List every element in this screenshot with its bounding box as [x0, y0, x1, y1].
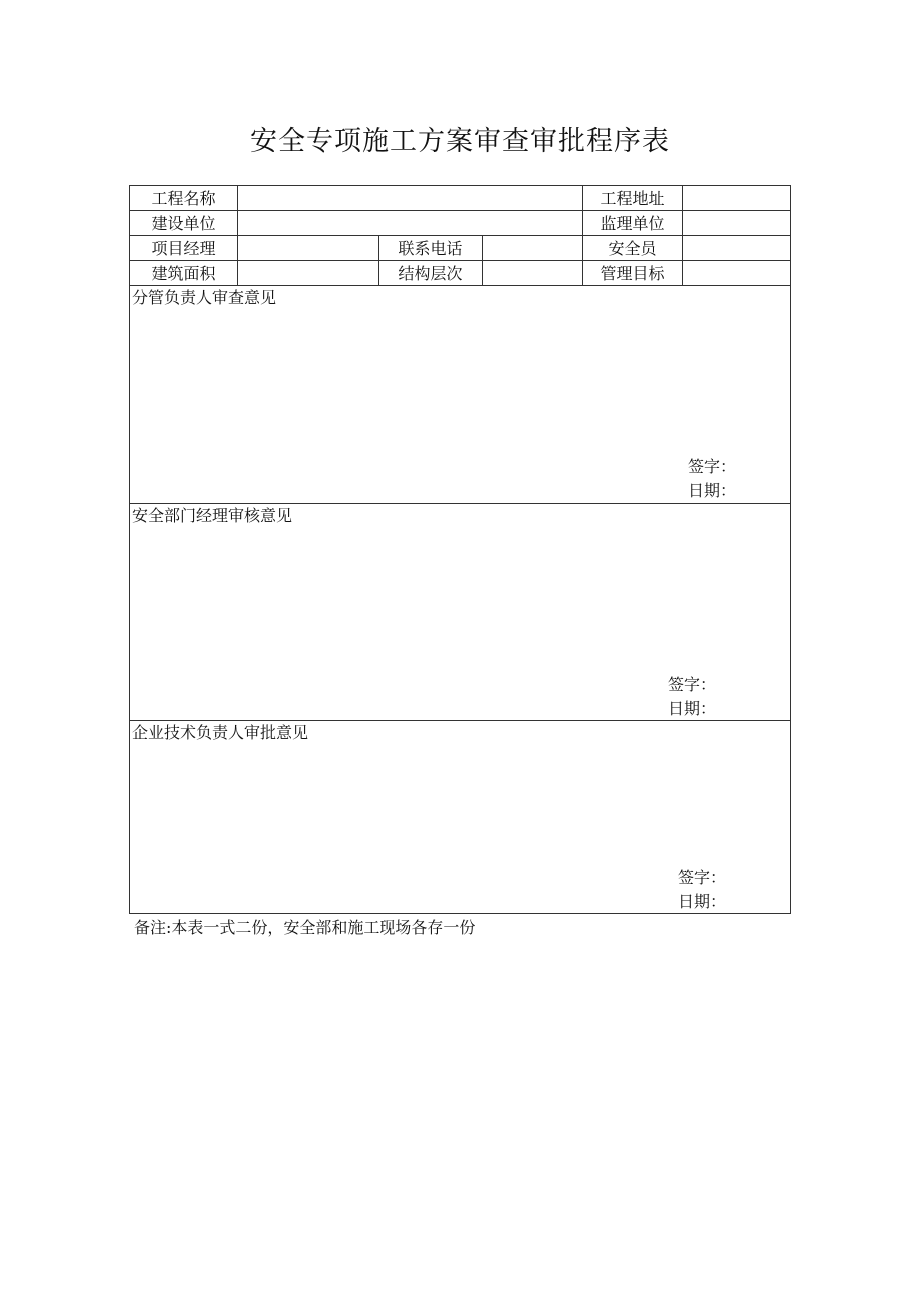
document-title: 安全专项施工方案审查审批程序表 [250, 126, 670, 157]
signature-label: 签字： [678, 868, 727, 887]
row-owner-unit [130, 211, 791, 236]
row-project-manager [130, 236, 791, 261]
safety-review-label: 安全部门经理审核意见 [132, 506, 293, 525]
project-manager-label: 项目经理 [130, 236, 238, 261]
safety-review-signature [668, 673, 716, 721]
safety-officer-value[interactable] [683, 236, 791, 261]
building-area-value[interactable] [238, 261, 379, 286]
division-review-section[interactable] [130, 286, 791, 504]
building-area-label: 建筑面积 [130, 261, 238, 286]
management-target-value[interactable] [683, 261, 791, 286]
contact-phone-label: 联系电话 [379, 236, 483, 261]
date-label: 日期： [678, 892, 727, 911]
structure-levels-value[interactable] [483, 261, 583, 286]
tech-approval-signature [678, 866, 726, 914]
signature-label: 签字： [688, 457, 737, 476]
project-name-value[interactable] [238, 186, 583, 211]
row-section-tech-approval [130, 721, 791, 914]
supervision-unit-value[interactable] [683, 211, 791, 236]
row-section-division-review [130, 286, 791, 504]
division-review-label: 分管负责人审查意见 [132, 288, 277, 307]
safety-review-section[interactable] [130, 504, 791, 721]
management-target-label: 管理目标 [583, 261, 683, 286]
supervision-unit-label: 监理单位 [583, 211, 683, 236]
project-address-value[interactable] [683, 186, 791, 211]
remarks-note: 备注:本表一式二份，安全部和施工现场各存一份 [134, 918, 476, 937]
owner-unit-label: 建设单位 [130, 211, 238, 236]
safety-officer-label: 安全员 [583, 236, 683, 261]
row-section-safety-review [130, 504, 791, 721]
signature-label: 签字： [668, 675, 717, 694]
project-manager-value[interactable] [238, 236, 379, 261]
date-label: 日期： [688, 481, 737, 500]
date-label: 日期： [668, 699, 717, 718]
structure-levels-label: 结构层次 [379, 261, 483, 286]
contact-phone-value[interactable] [483, 236, 583, 261]
tech-approval-section[interactable] [130, 721, 791, 914]
approval-form-table [129, 185, 791, 914]
row-project-name [130, 186, 791, 211]
row-building-area [130, 261, 791, 286]
project-name-label: 工程名称 [130, 186, 238, 211]
project-address-label: 工程地址 [583, 186, 683, 211]
tech-approval-label: 企业技术负责人审批意见 [132, 723, 309, 742]
division-review-signature [688, 455, 736, 503]
owner-unit-value[interactable] [238, 211, 583, 236]
